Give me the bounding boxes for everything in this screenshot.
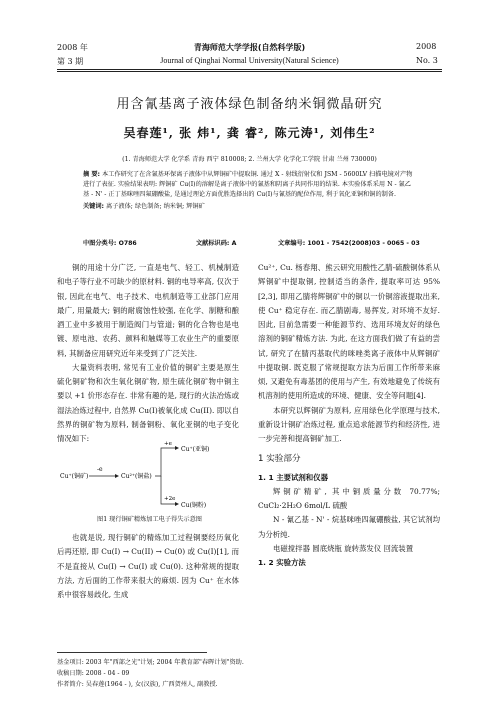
clc-code: 中图分类号: O786	[83, 240, 137, 247]
label-minus-e: -e	[97, 466, 103, 473]
right-column	[258, 261, 440, 570]
figure-1-diagram	[57, 440, 242, 512]
header-rule	[57, 69, 442, 70]
figure-1-caption: 图1 现行铜矿精炼加工电子得失示意图	[97, 516, 202, 523]
footnote-received: 收稿日期: 2008 - 04 - 09	[57, 670, 130, 677]
left-para-3: 也就是说, 现行铜矿的精炼加工过程铜要经历氧化后再还原, 即 Cu(I) → Cu(II) → Cu(0) 或 Cu(I)[1], 而不是直接从 Cu(I) → Cu(I) 或 Cu(0). 这种常规的提取方法, 方后面的工作带来很大的麻烦. 因为 Cu⁺ 在水体系中很容易歧化, 生成	[57, 533, 239, 599]
node-salt: Cu²⁺(铜盐)	[121, 473, 152, 480]
arrowhead-upper	[175, 446, 179, 450]
article-number: 文章编号: 1001 - 7542(2008)03 - 0065 - 03	[278, 240, 420, 247]
left-column-lower	[57, 531, 239, 602]
abstract-label: 摘 要:	[83, 171, 101, 178]
arrowhead-lower	[175, 502, 179, 506]
doc-code: 文献标识码: A	[196, 240, 237, 247]
arrowhead-ore-to-salt	[115, 474, 119, 478]
keywords-label: 关键词:	[83, 202, 105, 210]
node-cu2o: Cu⁺(亚铜)	[181, 446, 210, 453]
left-column	[57, 261, 239, 446]
right-para-1: Cu²⁺, Cu. 杨春翔、熊云研究用酸性乙腈-硫酸铜体系从辉铜矿中提取铜, 控制适当的条件, 提取率可达 95%[2,3], 即用乙腈将辉铜矿中的铜以一价铜溶液提取出来, 使 Cu⁺ 稳定存在. 而乙腈剧毒, 易挥发, 对环境不友好. 因此, 目前急需要一种能源节约、选用环境友好的绿色溶剂的铜矿精炼方法. 为此, 在这方面我们做了有益的尝试, 研究了在腈丙基取代的咪唑类离子液体中从辉铜矿中提取铜. 既克服了常规提取方法为后面工作所带来麻烦, 又避免有毒基团的使用与产生, 有效地避免了传统有机溶剂的使用所造成的环境、健康、安全等问题[4].	[258, 263, 440, 401]
label-plus-e: +e	[164, 441, 172, 447]
header-year-right: 2008	[416, 42, 437, 51]
footnote-fund: 基金项目: 2003 年"西部之光"计划; 2004 年教育部"春晖计划"资助.	[57, 659, 244, 666]
node-cu: Cu(铜粉)	[181, 502, 207, 509]
instruments-line: 电磁搅拌器 圆底烧瓶 旋转蒸发仪 回流装置	[273, 543, 414, 553]
header-year-left: 2008 年	[57, 43, 88, 52]
label-plus-2e: +2e	[164, 496, 176, 502]
abstract-text: 本工作研究了在含氰基环保离子液体中从辉铜矿中提取铜. 通过 X - 射线衍射仪和 JSM - 5600LV 扫描电镜对产物进行了表征. 实验结果表明: 辉铜矿 Cu(I)的溶解是离子液体中的氰基和阴离子共同作用的结果. 本实验体系采用 N - 氰乙基 - N' - 正丁基咪唑四氟硼酸盐, 是通过理论方面优胜选择出的 Cu(I)与氰基的配位作用, 利于氧化亚铜和铜的制备.	[83, 171, 413, 199]
node-ore: Cu⁺(铜矿)	[60, 473, 89, 480]
reagents-line-2: N - 氰乙基 - N' - 烷基咪唑四氟硼酸盐, 其它试剂均为分析纯.	[258, 515, 440, 539]
header-journal-cn: 青海师范大学学报(自然科学版)	[193, 43, 306, 52]
header-issue-right: No. 3	[416, 56, 438, 65]
reagents-line-1: 辉铜矿精矿, 其中铜质量分数 70.77%; CuCl₂·2H₂O 6mol/L 硫酸	[258, 486, 440, 510]
right-para-2: 本研究以辉铜矿为原料, 应用绿色化学原理与技术, 重新设计铜矿冶炼过程, 重点追求能源节约和经济性, 进一步完善和提高铜矿加工.	[258, 405, 440, 443]
paper-affiliation: (1. 青海师范大学 化学系 青海 西宁 810008; 2. 兰州大学 化学化工学院 甘肃 兰州 730000)	[122, 156, 377, 163]
subsection-1-1-heading: 1. 1 主要试剂和仪器	[258, 472, 328, 482]
footnote-author: 作者简介: 吴春莲(1964 - ), 女(汉族), 广西贺州人, 副教授.	[57, 681, 218, 688]
abstract	[83, 170, 416, 212]
footnote	[57, 657, 387, 690]
left-para-2: 大量资料表明, 常见有工业价值的铜矿主要是原生硫化铜矿物和次生氧化铜矿物, 原生硫化铜矿物中铜主要以 +1 价形态存在. 非常有趣的是, 现行的火法冶炼或湿法冶炼过程中, 自然界 Cu(I)被氧化成 Cu(II). 即以自然界的铜矿物为原料, 制备铜粉、氧化亚铜的电子变化情况如下:	[57, 362, 239, 443]
footnote-rule	[57, 652, 207, 653]
header-journal-en: Journal of Qinghai Normal University(Natural Science)	[160, 56, 339, 65]
paper-title: 用含氰基离子液体绿色制备纳米铜微晶研究	[116, 97, 383, 112]
keywords: 离子液体; 绿色制备; 纳米铜; 辉铜矿	[106, 202, 205, 210]
section-1-heading: 1 实验部分	[258, 454, 301, 465]
subsection-1-2-heading: 1. 2 实验方法	[258, 558, 306, 567]
left-para-1: 铜的用途十分广泛, 一直是电气、轻工、机械制造和电子等行业不可缺少的原材料. 铜的电导率高, 仅次于银, 因此在电气、电子技术、电机制造等工业部门应用最广, 用量最大; 铜的耐腐蚀性较强, 在化学、制糖和酿酒工业中多被用于制造阀门与管道; 铜的化合物也是电镀、原电池、农药、颜料和触媒等工农业生产的重要原料, 其制备应用研究近年来受到了广泛关注.	[57, 263, 239, 358]
paper-authors: 吴春莲¹, 张 炜¹, 龚 睿², 陈元涛¹, 刘伟生²	[123, 126, 376, 140]
header-rule-thin	[57, 71, 442, 72]
header-issue-left: 第 3 期	[57, 57, 84, 66]
branch-upper	[155, 448, 175, 476]
